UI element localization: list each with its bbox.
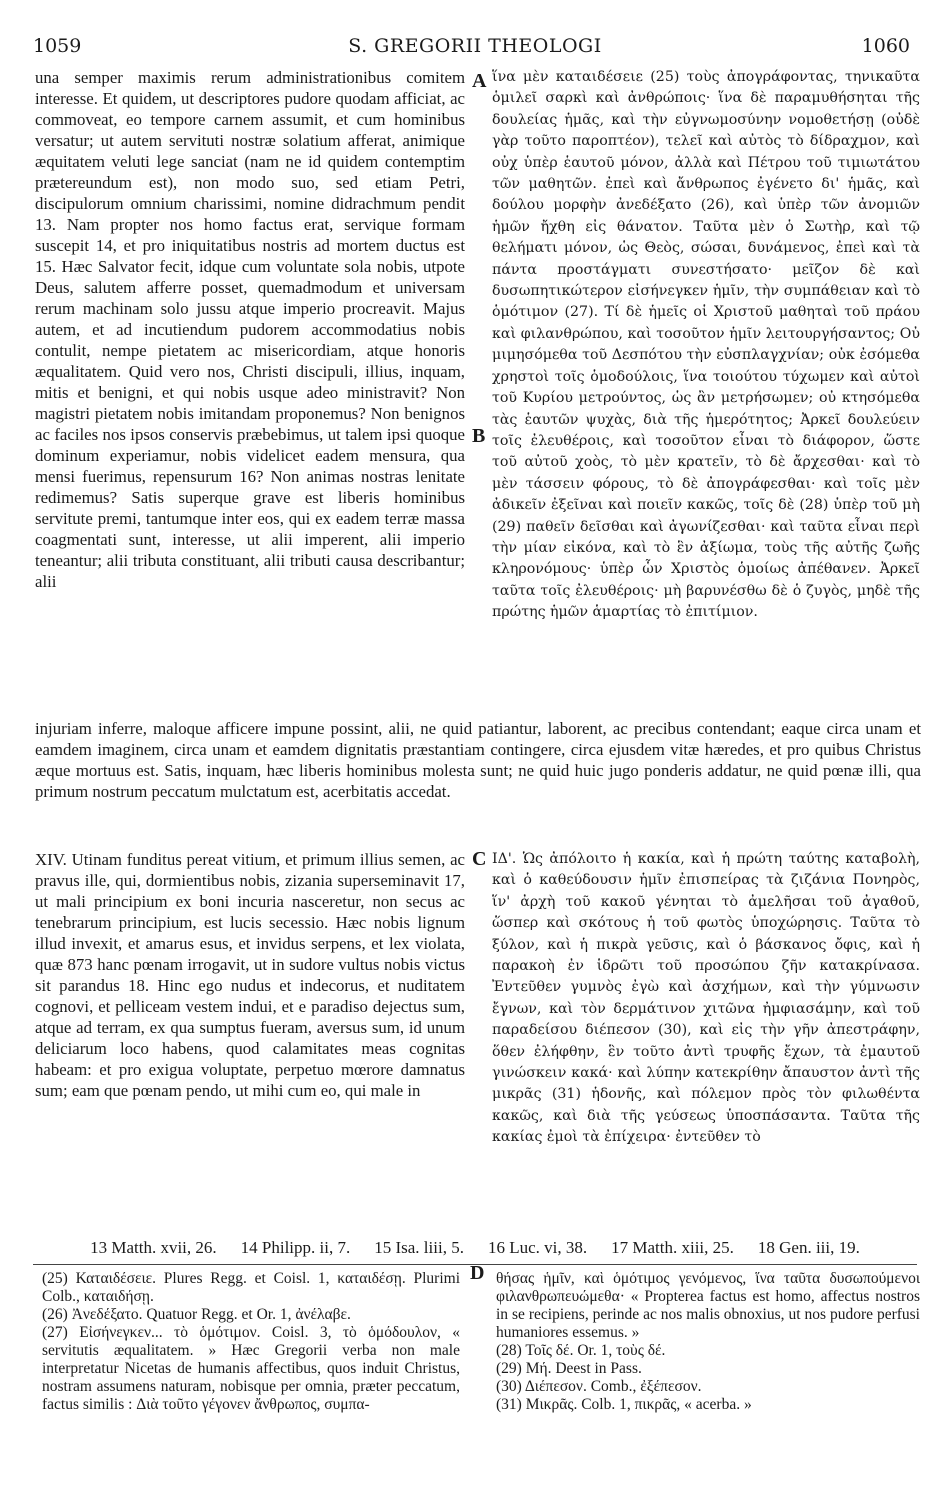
footnote: (26) Ἀνεδέξατο. Quatuor Regg. et Or. 1, ἀνέλαβε. (42, 1306, 351, 1323)
footnotes-right (496, 1270, 920, 1482)
footnotes-left (42, 1270, 460, 1482)
scripture-references (20, 1238, 930, 1258)
running-title: S. GREGORII THEOLOGI (348, 35, 602, 57)
reference-item: 17 Matth. xiii, 25. (611, 1238, 734, 1257)
reference-item: 15 Isa. liii, 5. (374, 1238, 464, 1257)
latin-column-top (35, 67, 465, 718)
page-number-right: 1060 (861, 35, 910, 57)
section-marker-c: C (472, 848, 487, 870)
section-marker-b: B (472, 425, 486, 447)
latin-paragraph-xiv: XIV. Utinam funditus pereat vitium, et primum illius semen, ac pravus ille, qui, dormientibus nobis, zizania superseminavit 17, ut mali principium ex boni incuria nasceretur, non secus ac tenebrarum principium, est lucis secessio. Hæc nobis lignum illud invexit, et amarus esus, et invidus serpens, et lex violata, quæ 873 hanc pœnam irrogavit, ut in sudore vultus nobis victus sit parandus 18. Hinc ego nudus et indecorus, et nuditatem cognovi, et pelliceam vestem indui, et e paradiso dejectus sum, atque ad terram, ex qua sumptus fueram, aversus sum, id unum deliciarum loco habens, quod calamitates meas cognitas habeam: et pro exigua voluptate, perpetuo mœrore damnatus sum; eam que pœnam pendo, ut mihi cum eo, qui male in (35, 850, 465, 1100)
section-marker-a: A (472, 70, 487, 92)
section-marker-d: D (470, 1262, 485, 1284)
footnote: θήσας ἡμῖν, καὶ ὁμότιμος γενόμενος, ἵνα ταῦτα δυσωπούμενοι φιλανθρωπευώμεθα· « Propterea factus est homo, affectus nostros in se recipiens, perinde ac nos malis obnoxius, ut nos pudore perfusi humaniores essemus. » (496, 1270, 920, 1341)
footnote: (28) Τοῖς δέ. Or. 1, τοὺς δέ. (496, 1342, 666, 1359)
footnote-divider (33, 1264, 917, 1265)
latin-paragraph-continued: injuriam inferre, maloque afficere impune possint, alii, ne quid patiantur, laborent, ac precibus contendant; eaque circa unam et eamdem imaginem, circa unam et eamdem dignitatis præstantiam contingere, circa ejusdem vitæ hæredes, et pro quibus Christus æque mortuus est. Satis, inquam, hæc liberis hominibus molesta sunt; ne quid huic jugo ponderis addatur, ne quid pœnæ illi, qua primum nostrum peccatum mulctatum est, acerbitatis accedat. (35, 719, 921, 801)
greek-column-bottom (492, 849, 920, 1215)
footnote: (27) Εἰσήνεγκεν... τὸ ὁμότιμον. Coisl. 3, τὸ ὁμόδουλον, « servitutis æqualitatem. » Hæc Gregorii verba non male interpretatur Nicetas de humanis affectibus, quos induit Christus, nostram assumens naturam, nobisque per omnia, præter peccatum, factus similis : Διὰ τοῦτο γέγονεν ἄνθρωπος, συμπα- (42, 1324, 460, 1413)
reference-item: 13 Matth. xvii, 26. (90, 1238, 217, 1257)
footnote: (31) Μικρᾶς. Colb. 1, πικρᾶς, « acerba. » (496, 1396, 752, 1413)
greek-column-top (492, 67, 920, 718)
footnote: (29) Μή. Deest in Pass. (496, 1360, 642, 1377)
latin-column-bottom (35, 849, 465, 1215)
footnote: (30) Διέπεσον. Comb., ἐξέπεσον. (496, 1378, 702, 1395)
greek-paragraph-xiv: ΙΔ'. Ὡς ἀπόλοιτο ἡ κακία, καὶ ἡ πρώτη ταύτης καταβολὴ, καὶ ὁ καθεύδουσιν ἡμῖν ἐπισπείρας τὰ ζιζάνια Πονηρὸς, ἵν' ἀρχὴ τοῦ κακοῦ γένηται τὸ ἀμελῆσαι τοῦ ἀγαθοῦ, ὥσπερ καὶ σκότους ἡ τοῦ φωτὸς ὑποχώρησις. Ταῦτα τὸ ξύλον, καὶ ἡ πικρὰ γεῦσις, καὶ ὁ βάσκανος ὄφις, καὶ ἡ παρακοὴ ἐν ἱδρῶτι τοῦ προσώπου ζῆν κατακρίνασα. Ἐντεῦθεν γυμνὸς ἐγὼ καὶ ἀσχήμων, καὶ τὴν γύμνωσιν ἔγνων, καὶ τὸν δερμάτινον χιτῶνα ἠμφιασάμην, καὶ τοῦ παραδείσου διέπεσον (30), καὶ εἰς τὴν γῆν ἀπεστράφην, ὅθεν ἐλήφθην, ἓν τοῦτο ἀντὶ τρυφῆς ἔχων, τὰ ἐμαυτοῦ γινώσκειν κακά· καὶ λύπην κατεκρίθην ἄπαυστον ἀντὶ τῆς μικρᾶς (31) ἡδονῆς, καὶ πόλεμον πρὸς τὸν φιλωθέντα κακῶς, καὶ διὰ τῆς γεύσεως ὑποσπάσαντα. Ταῦτα τῆς κακίας ἐμοὶ τὰ ἐπίχειρα· ἐντεῦθεν τὸ (492, 851, 920, 1146)
latin-paragraph: una semper maximis rerum administrationibus comitem interesse. Et quidem, ut descriptores pudore quodam afficiat, ac commoveat, eo tempore carnem assumit, et cum hominibus versatur; ut autem servituti nostræ solatium afferat, animique æquitatem veluti lege sanciat (nam ne id quidem contemptim prætereundum est), non modo suo, sed etiam Petri, discipulorum omnium charissimi, nomine didrachmum pendit 13. Nam propter nos homo factus erat, servique formam suscepit 14, et pro iniquitatibus nostris ad mortem ductus est 15. Hæc Salvator fecit, idque cum voluntate sola nobis, utpote Deus, salutem afferre posset, quemadmodum et universam rerum machinam solo jussu atque imperio procreavit. Majus autem, et ad incutiendum pudorem accommodatius nobis contulit, nempe pietatem ac misericordiam, atque honoris æqualitatem. Quid vero nos, Christi discipuli, illius, inquam, mitis et benigni, et qui nobis usque adeo ministravit? Non magistri pietatem nobis imitandam proponemus? Non benignos ac faciles nos ipsos conservis præbebimus, ut talem ipsi quoque dominum experiamur, nobis videlicet eadem mensura, qua mensi fuerimus, repensurum 16? Non animas nostras lenitate redimemus? Satis superque grave est liberis hominibus servitute premi, tantumque inter eos, qui ex eadem terræ massa coagmentati sunt, interesse, ut alii imperent, alii imperio teneantur; alii tributa constituant, alii tributi causa describantur; alii (35, 68, 465, 591)
page-number-left: 1059 (33, 35, 82, 57)
reference-item: 16 Luc. vi, 38. (487, 1238, 588, 1257)
reference-item: 18 Gen. iii, 19. (757, 1238, 860, 1257)
footnote: (25) Καταιδέσειε. Plures Regg. et Coisl. 1, καταιδέσῃ. Plurimi Colb., καταιδήσῃ. (42, 1270, 460, 1305)
reference-item: 14 Philipp. ii, 7. (240, 1238, 351, 1257)
greek-paragraph: ἵνα μὲν καταιδέσειε (25) τοὺς ἀπογράφοντας, τηνικαῦτα ὁμιλεῖ σαρκὶ καὶ ἀνθρώποις· ἵνα δὲ παραμυθήσηται τῆς δουλείας ἡμᾶς, καὶ τὴν εὐγνωμοσύνην νομοθετήσῃ (οὐδὲ γὰρ τοῦτο παροπτέον), τελεῖ καὶ αὐτὸς τὸ δίδραχμον, καὶ οὐχ ὑπὲρ ἑαυτοῦ μόνον, ἀλλὰ καὶ Πέτρου τοῦ τιμιωτάτου τῶν μαθητῶν. ἐπεὶ καὶ ἄνθρωπος ἐγένετο δι' ἡμᾶς, καὶ δούλου μορφὴν ἀνεδέξατο (26), καὶ ὑπὲρ τῶν ἀνομιῶν ἡμῶν ἤχθη εἰς θάνατον. Ταῦτα μὲν ὁ Σωτὴρ, καὶ τῷ θελήματι μόνον, ὡς Θεὸς, σώσαι, δυνάμενος, ἐπεὶ καὶ τὰ πάντα προστάγματι συνεστήσατο· μεῖζον δὲ καὶ δυσωπητικώτερον εἰσήνεγκεν ἡμῖν, τὴν συμπάθειαν καὶ τὸ ὁμότιμον (27). Τί δὲ ἡμεῖς οἱ Χριστοῦ μαθηταὶ τοῦ πράου καὶ φιλανθρώπου, καὶ τοσοῦτον ἡμῖν λειτουργήσαντος; Οὐ μιμησόμεθα τοῦ Δεσπότου τὴν εὐσπλαγχνίαν; οὐκ ἐσόμεθα χρηστοὶ τοῖς ὁμοδούλοις, ἵνα τοιούτου τύχωμεν καὶ αὐτοὶ τοῦ Κυρίου μετρούντος, ὡς ἂν μετρήσωμεν; οὐ κτησόμεθα τὰς ἑαυτῶν ψυχὰς, διὰ τῆς ἡμερότητος; Ἀρκεῖ δουλεύειν τοῖς ἐλευθέροις, καὶ τοσοῦτον εἶναι τὸ διάφορον, ὥστε τοῦ αὐτοῦ χοὸς, τὸ μὲν κρατεῖν, τὸ δὲ ἄρχεσθαι· καὶ τὸ μὲν τάσσειν φόρους, τὸ δὲ ἀπογράφεσθαι· καὶ τοῖς μὲν ἀδικεῖν ἐξεῖναι καὶ ποιεῖν κακῶς, τοῖς δὲ (28) ὑπὲρ τοῦ μὴ (29) παθεῖν δεῖσθαι καὶ ἀγωνίζεσθαι· καὶ ταῦτα εἶναι περὶ τὴν μίαν εἰκόνα, καὶ τὸ ἓν ἀξίωμα, τοὺς τῆς αὐτῆς ζωῆς κληρονόμους· ὑπὲρ ὧν Χριστὸς ὁμοίως ἀπέθανεν. Ἀρκεῖ ταῦτα τοῖς ἐλευθέροις· μὴ βαρυνέσθω δὲ ὁ ζυγὸς, μηδὲ τῆς πρώτης ἡμῶν ἁμαρτίας τὸ ἐπιτίμιον. (492, 69, 920, 621)
latin-fullwidth-block (35, 718, 921, 844)
